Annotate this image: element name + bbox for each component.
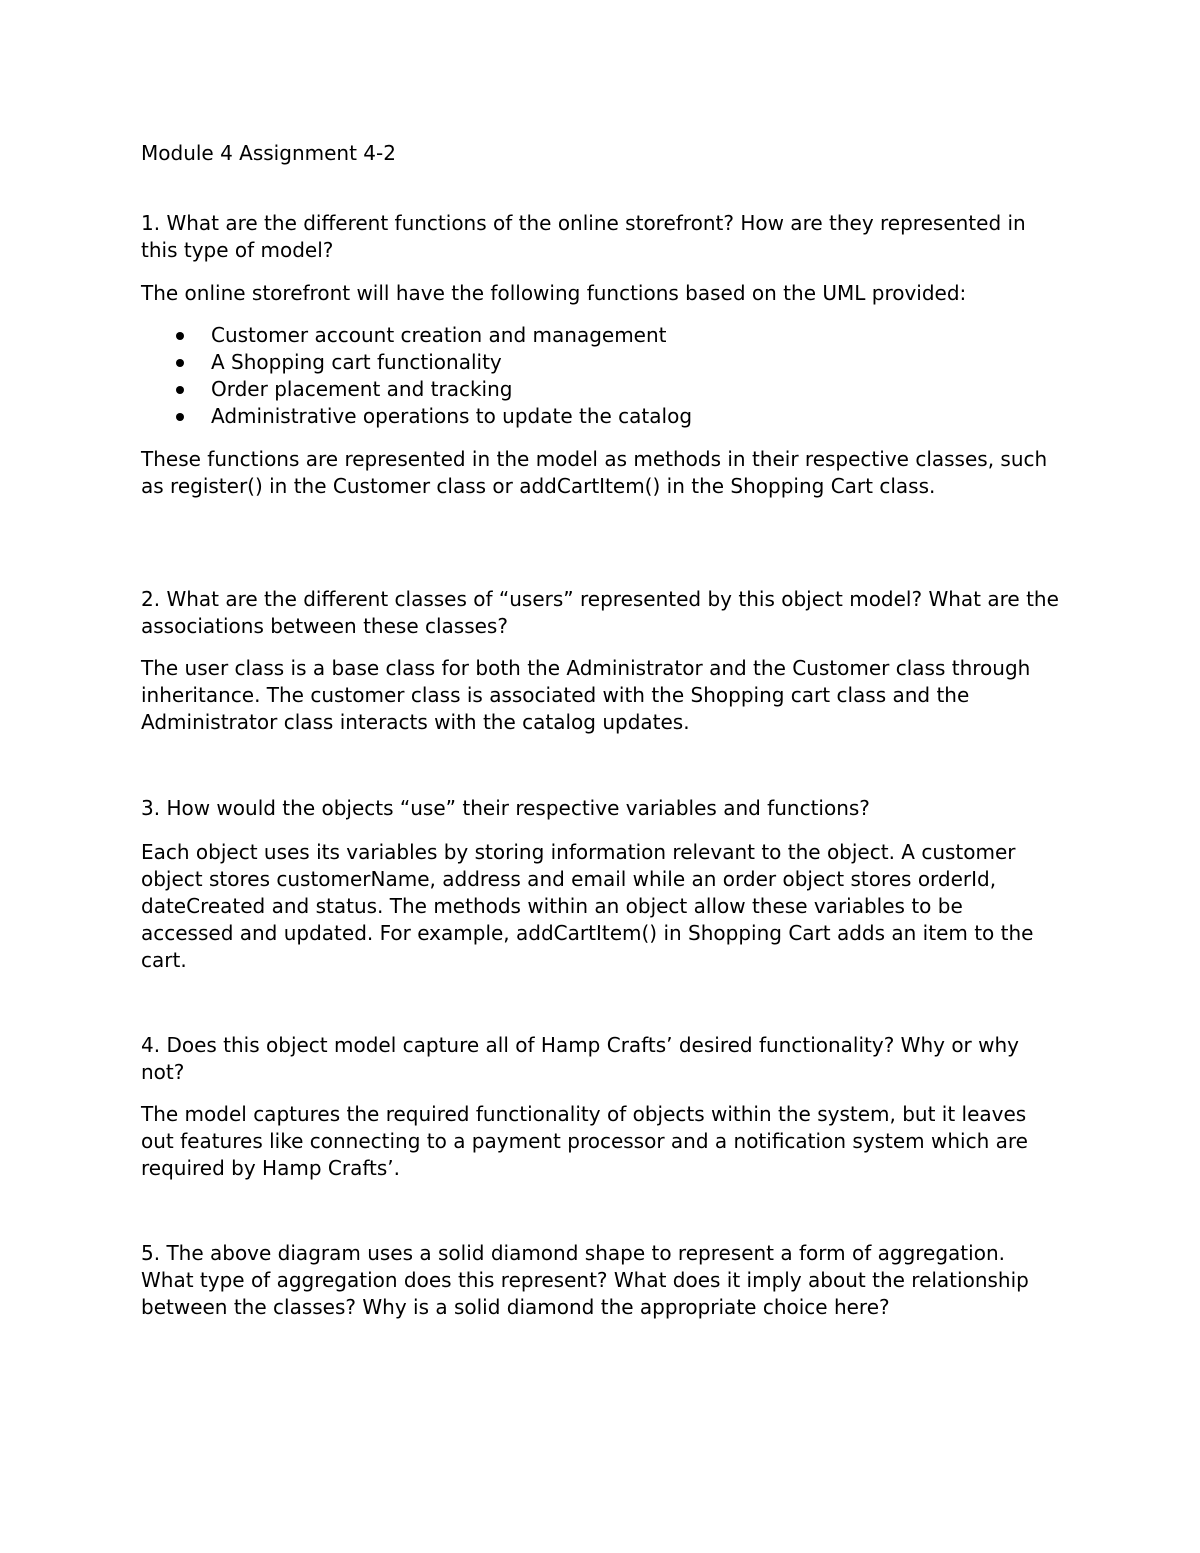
list-item-text: A Shopping cart functionality	[211, 350, 502, 374]
question-3: 3. How would the objects “use” their respective variables and functions?	[141, 796, 870, 820]
list-item-text: Customer account creation and management	[211, 323, 667, 347]
bullet-icon	[176, 386, 184, 394]
list-item	[141, 322, 1061, 349]
answer-2: The user class is a base class for both the Administrator and the Customer class through inheritance. The customer class is associated with the Shopping cart class and the Administrator class interacts with the catalog updates.	[141, 656, 1031, 734]
bullet-icon	[176, 332, 184, 340]
functions-list	[141, 322, 1061, 430]
list-item-text: Order placement and tracking	[211, 377, 513, 401]
question-4: 4. Does this object model capture all of Hamp Crafts’ desired functionality? Why or why not?	[141, 1033, 1020, 1084]
list-item	[141, 349, 1061, 376]
list-item-text: Administrative operations to update the catalog	[211, 404, 693, 428]
answer-1: These functions are represented in the model as methods in their respective classes, such as register() in the Customer class or addCartItem() in the Shopping Cart class.	[141, 447, 1048, 498]
answer-4: The model captures the required functionality of objects within the system, but it leaves out features like connecting to a payment processor and a notification system which are required by Hamp Crafts’.	[141, 1102, 1028, 1180]
answer-3: Each object uses its variables by storing information relevant to the object. A customer object stores customerName, address and email while an order object stores orderId, dateCreated and status. The methods within an object allow these variables to be accessed and updated. For example, addCartItem() in Shopping Cart adds an item to the cart.	[141, 840, 1034, 972]
question-1: 1. What are the different functions of the online storefront? How are they represented in this type of model?	[141, 211, 1026, 262]
question-5: 5. The above diagram uses a solid diamond shape to represent a form of aggregation. What type of aggregation does this represent? What does it imply about the relationship between the classes? Why is a solid diamond the appropriate choice here?	[141, 1241, 1029, 1319]
bullet-icon	[176, 413, 184, 421]
document-title: Module 4 Assignment 4-2	[141, 141, 396, 165]
list-item	[141, 376, 1061, 403]
bullet-icon	[176, 359, 184, 367]
question-2: 2. What are the different classes of “users” represented by this object model? What are the associations between these classes?	[141, 587, 1059, 638]
list-item	[141, 403, 1061, 430]
answer-1-intro: The online storefront will have the following functions based on the UML provided:	[141, 281, 967, 305]
